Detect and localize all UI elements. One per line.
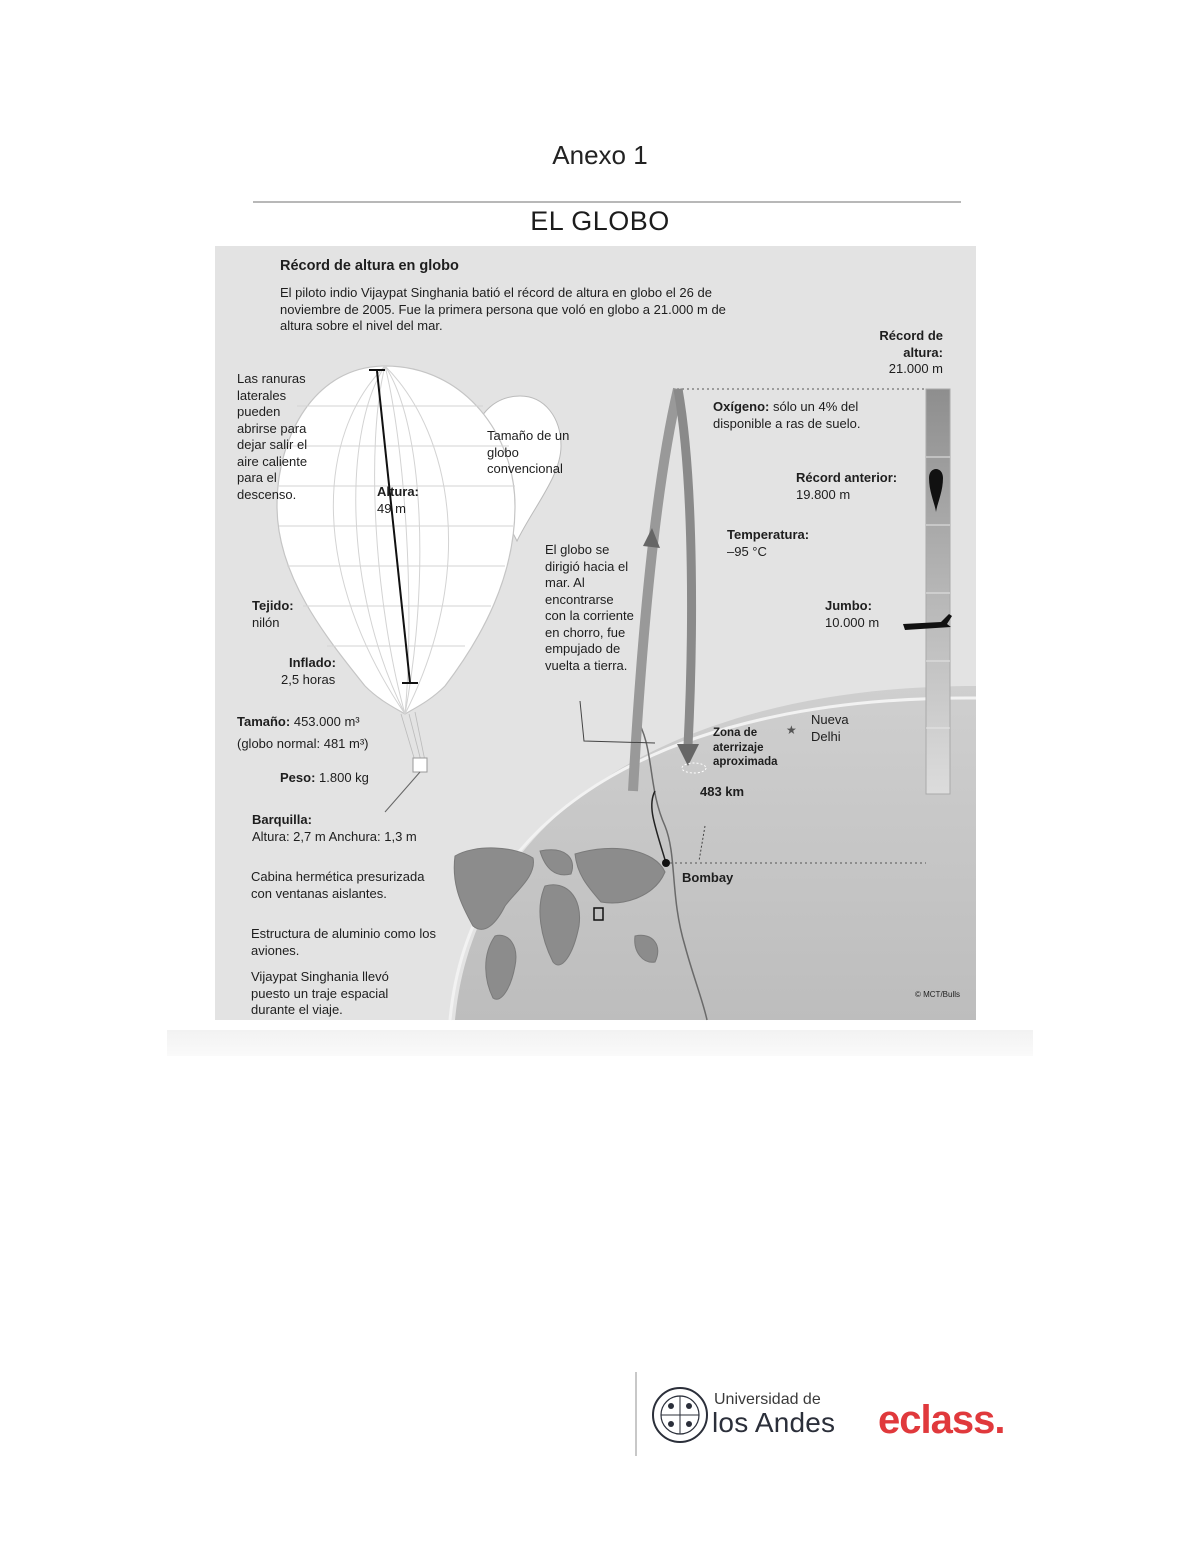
university-name-line1: Universidad de	[714, 1391, 821, 1408]
inflation-label: Inflado:	[289, 655, 336, 670]
oxygen-label: Oxígeno:	[713, 399, 770, 414]
size-value: 453.000 m³	[293, 714, 360, 729]
cabin-note: Cabina hermética presurizada con ventanas aislantes.	[251, 869, 425, 901]
university-name-line2: los Andes	[712, 1407, 836, 1438]
oxygen-row	[713, 399, 913, 432]
conventional-balloon-label: Tamaño de un globo convencional	[487, 428, 570, 476]
intro-text: El piloto indio Vijaypat Singhania batió el récord de altura en globo el 26 de noviembre de 2005. Fue la primera persona que voló en globo a 21.000 m de altura sobre el nivel del mar.	[280, 285, 726, 333]
eclass-logo: eclass.	[878, 1398, 1005, 1442]
size-row	[237, 714, 360, 731]
basket-dims: Altura: 2,7 m Anchura: 1,3 m	[252, 829, 417, 844]
image-bottom-band	[167, 1030, 1033, 1056]
route-note-leader	[580, 701, 655, 743]
previous-record-label: Récord anterior:	[796, 470, 898, 485]
bombay-label: Bombay	[682, 870, 734, 885]
jumbo-label: Jumbo:	[825, 598, 872, 613]
ascent-path	[633, 389, 678, 791]
size-label: Tamaño:	[237, 714, 291, 729]
annex-heading: Anexo 1	[552, 140, 648, 170]
altitude-scale	[926, 389, 950, 794]
basket-leader	[385, 772, 420, 812]
fabric-label: Tejido:	[252, 598, 294, 613]
slits-note: Las ranuras laterales pueden abrirse para dejar salir el aire caliente para el descenso.	[237, 371, 308, 502]
footer-divider	[635, 1372, 637, 1456]
jumbo-value: 10.000 m	[825, 615, 880, 630]
height-value: 49 m	[377, 501, 406, 516]
weight-label: Peso:	[280, 770, 316, 785]
landing-zone-label: Zona de aterrizaje aproximada	[713, 727, 778, 768]
weight-value: 1.800 kg	[319, 770, 369, 785]
university-seal-icon	[650, 1372, 710, 1458]
basket-label: Barquilla:	[252, 812, 312, 827]
distance-label: 483 km	[700, 784, 745, 799]
record-label: Récord de altura:	[879, 328, 943, 360]
temperature-value: –95 °C	[727, 544, 767, 559]
balloon-infographic	[215, 246, 976, 1020]
inflation-value: 2,5 horas	[281, 672, 336, 687]
bombay-point	[662, 859, 670, 867]
weight-row	[280, 770, 369, 787]
infographic-title: Récord de altura en globo	[280, 258, 459, 274]
oxygen-value: sólo un 4% del disponible a ras de suelo.	[713, 399, 861, 431]
delhi-star-icon: ★	[786, 723, 797, 737]
previous-record-value: 19.800 m	[796, 487, 851, 502]
structure-note: Estructura de aluminio como los aviones.	[251, 926, 436, 958]
document-title: EL GLOBO	[530, 206, 670, 236]
fabric-value: nilón	[252, 615, 280, 630]
descent-path	[678, 389, 692, 746]
height-label: Altura:	[377, 484, 419, 499]
route-note: El globo se dirigió hacia el mar. Al encontrarse con la corriente en chorro, fue empujado de vuelta a tierra.	[545, 542, 634, 673]
size-normal: (globo normal: 481 m³)	[237, 736, 369, 751]
suit-note: Vijaypat Singhania llevó puesto un traje espacial durante el viaje.	[251, 969, 389, 1017]
header-rule	[253, 201, 961, 203]
temperature-label: Temperatura:	[727, 527, 810, 542]
credit-label: © MCT/Bulls	[915, 990, 961, 999]
delhi-label: Nueva Delhi	[811, 712, 849, 744]
record-value: 21.000 m	[888, 361, 943, 376]
